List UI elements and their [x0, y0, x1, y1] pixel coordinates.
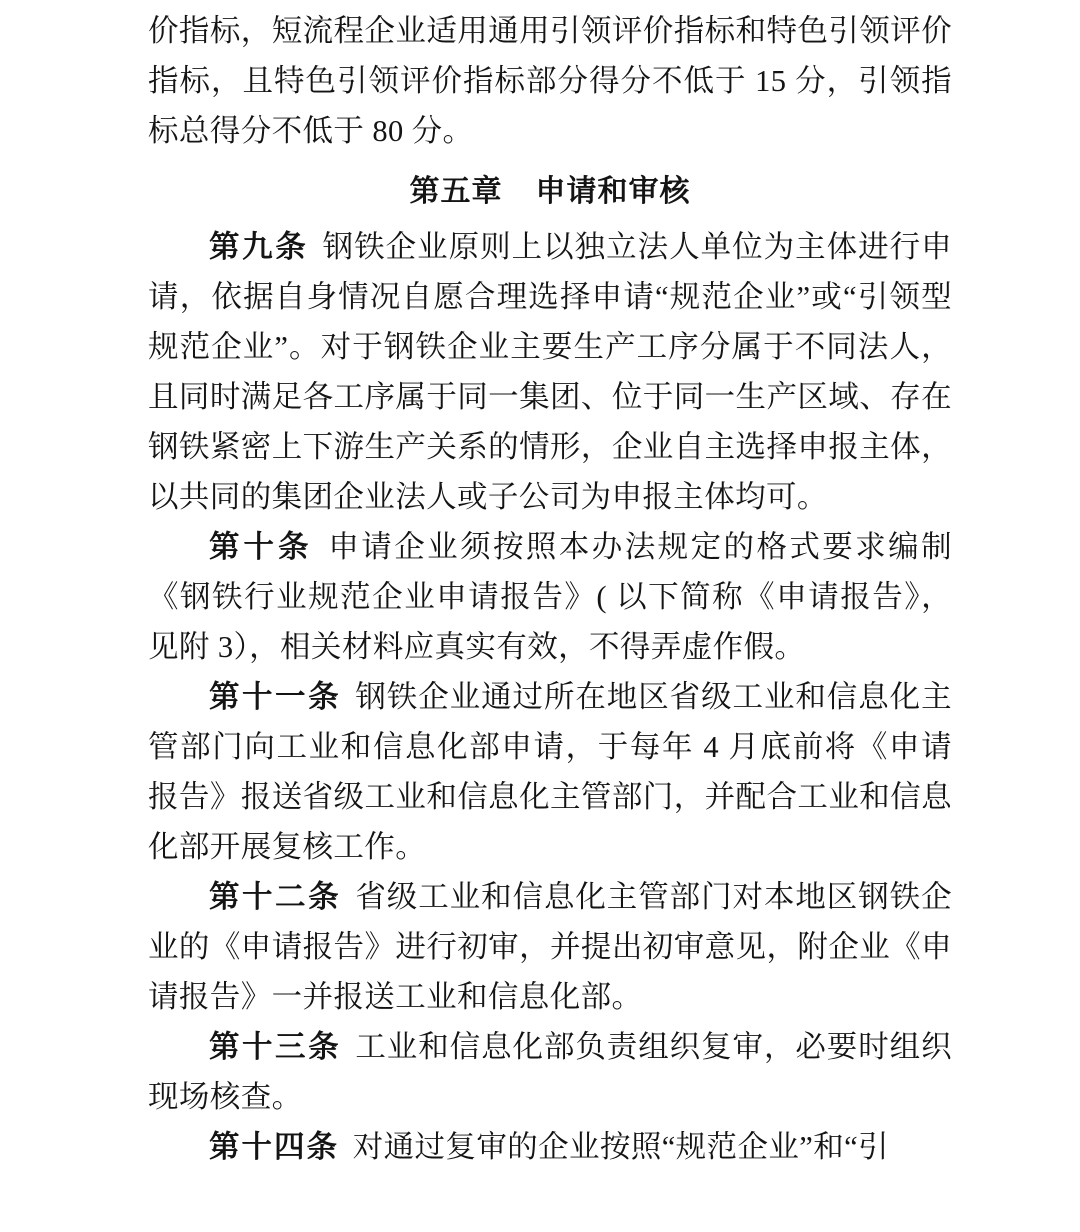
article-text: 钢铁企业通过所在地区省级工业和信息化主管部门向工业和信息化部申请，于每年 4 月底前将《申请报告》报送省级工业和信息化主管部门，并配合工业和信息化部开展复核工作。: [148, 680, 952, 864]
chapter-heading: [148, 166, 952, 218]
article-text: 省级工业和信息化主管部门对本地区钢铁企业的《申请报告》进行初审，并提出初审意见，附企业《申请报告》一并报送工业和信息化部。: [148, 880, 952, 1014]
article-paragraph: [148, 672, 952, 872]
chapter-title: 申请和审核: [535, 174, 691, 209]
continued-paragraph: 价指标，短流程企业适用通用引领评价指标和特色引领评价指标，且特色引领评价指标部分得分不低于 15 分，引领指标总得分不低于 80 分。: [148, 14, 952, 148]
article-paragraph: [148, 872, 952, 1022]
chapter-number: 第五章: [409, 174, 503, 209]
article-paragraph: [148, 522, 952, 672]
article-text: 钢铁企业原则上以独立法人单位为主体进行申请，依据自身情况自愿合理选择申请“规范企业”或“引领型规范企业”。对于钢铁企业主要生产工序分属于不同法人，且同时满足各工序属于同一集团、位于同一生产区域、存在钢铁紧密上下游生产关系的情形，企业自主选择申报主体，以共同的集团企业法人或子公司为申报主体均可。: [148, 230, 953, 514]
article-label: 第十条: [209, 530, 313, 564]
article-paragraph: [148, 1022, 952, 1122]
document-body: [148, 6, 952, 1172]
article-label: 第十四条: [209, 1130, 339, 1164]
article-text: 对通过复审的企业按照“规范企业”和“引: [352, 1130, 889, 1164]
article-label: 第九条: [209, 230, 309, 264]
article-label: 第十三条: [209, 1030, 342, 1064]
article-paragraph: [148, 222, 952, 522]
article-text: 工业和信息化部负责组织复审，必要时组织现场核查。: [148, 1030, 952, 1114]
article-label: 第十二条: [209, 880, 342, 914]
article-label: 第十一条: [209, 680, 342, 714]
article-paragraph: [148, 1122, 952, 1172]
article-text: 申请企业须按照本办法规定的格式要求编制《钢铁行业规范企业申请报告》( 以下简称《申请报告》，见附 3），相关材料应真实有效，不得弄虚作假。: [148, 530, 952, 664]
